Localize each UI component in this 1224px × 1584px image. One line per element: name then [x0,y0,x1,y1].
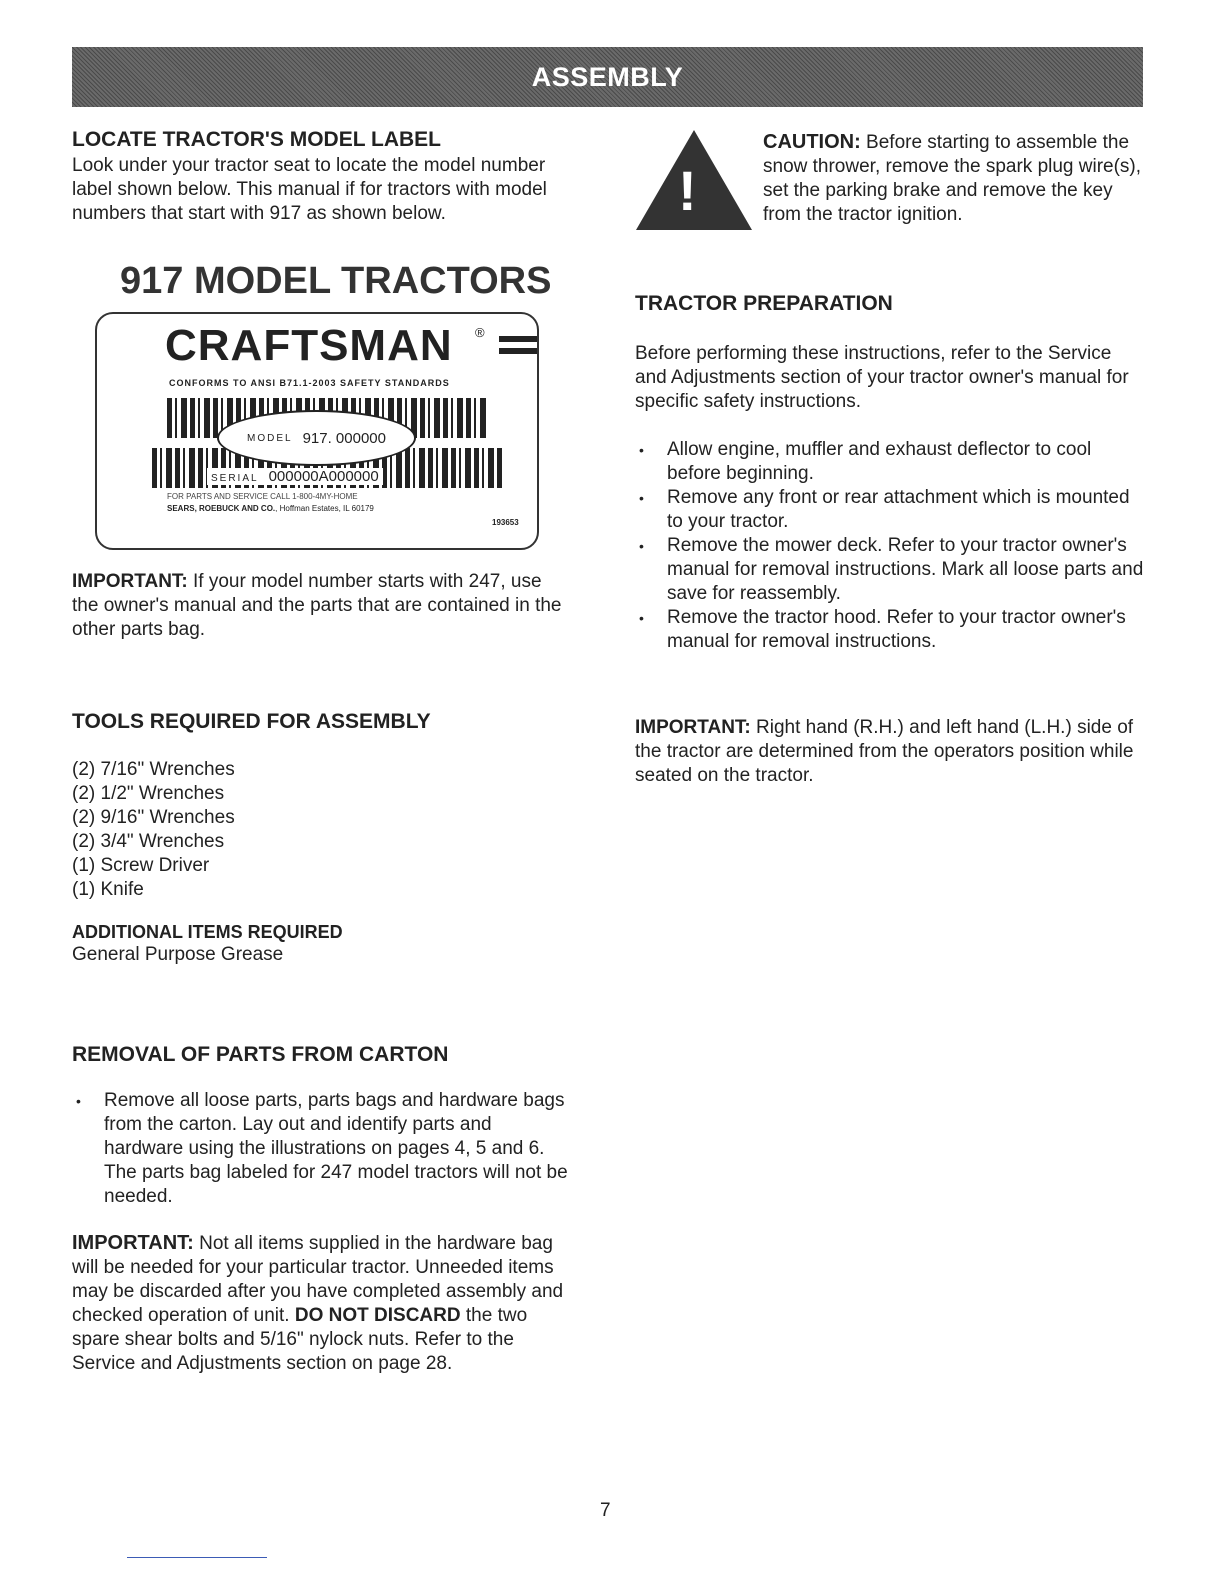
list-item: (2) 1/2" Wrenches [72,783,225,804]
section-banner [72,47,1143,107]
tools-section [72,710,572,967]
do-not-discard: DO NOT DISCARD [294,1305,461,1326]
list-item: (1) Knife [72,879,144,900]
locate-section [72,128,572,226]
important-247 [72,570,572,642]
prep-list [635,438,1145,654]
model-label-illustration [95,312,539,550]
service-call: FOR PARTS AND SERVICE CALL 1-800-4MY-HOME [167,492,358,501]
serial-label: SERIAL [211,473,259,484]
removal-section [72,1043,572,1376]
caution-label: CAUTION: [763,131,861,153]
important-text: Right hand (R.H.) and left hand (L.H.) side of the tractor are determined from the operators position while seated on the tractor. [635,717,1134,786]
model-value: 917. 000000 [302,429,386,447]
model-label: MODEL [247,432,293,444]
removal-heading: REMOVAL OF PARTS FROM CARTON [72,1043,449,1066]
locate-body: Look under your tractor seat to locate the model number label shown below. This manual if for tractors with model numbers that start with 917 as shown below. [72,155,547,224]
conforms-text: CONFORMS TO ANSI B71.1-2003 SAFETY STANDARDS [169,378,450,388]
prep-heading: TRACTOR PREPARATION [635,292,893,315]
tools-list [72,758,572,902]
additional-heading: ADDITIONAL ITEMS REQUIRED [72,922,343,942]
registered-mark: ® [475,325,485,340]
caution-text [763,130,1143,227]
list-item: • Allow engine, muffler and exhaust deflector to cool before beginning. [635,438,1145,486]
caution-body: Before starting to assemble the snow thrower, remove the spark plug wire(s), set the parking brake and remove the key from the tractor ignition. [763,132,1142,225]
serial-value: 000000A000000 [268,468,379,485]
additional-text: General Purpose Grease [72,944,284,965]
footer-line [127,1557,267,1558]
list-item: (2) 7/16" Wrenches [72,759,235,780]
list-item: • Remove any front or rear attachment which is mounted to your tractor. [635,486,1145,534]
important-label: IMPORTANT: [635,717,751,738]
important-hardware [72,1231,572,1376]
prep-intro: Before performing these instructions, refer to the Service and Adjustments section of your tractor owner's manual for specific safety instructions. [635,343,1129,412]
label-code: 193653 [492,518,519,527]
sears-name: SEARS, ROEBUCK AND CO. [167,504,276,513]
list-item: • Remove the mower deck. Refer to your tractor owner's manual for removal instructions. Mark all loose parts and save for reassembly. [635,534,1145,606]
important-label: IMPORTANT: [72,1232,194,1254]
list-item: (2) 3/4" Wrenches [72,831,225,852]
page-number: 7 [600,1500,611,1521]
important-label: IMPORTANT: [72,571,188,592]
tools-heading: TOOLS REQUIRED FOR ASSEMBLY [72,710,431,733]
important-text: If your model number starts with 247, use the owner's manual and the parts that are contained in the other parts bag. [72,571,562,640]
tractor-prep-section [635,292,1145,654]
model-oval [217,410,416,466]
sears-line [167,504,374,513]
exclamation-icon: ! [678,159,697,222]
brand-logo: CRAFTSMAN [165,321,453,370]
list-item: (1) Screw Driver [72,855,210,876]
important-text: Not all items supplied in the hardware bag will be needed for your particular tractor. Unneeded items may be discarded after you have completed assembly and checked operation of unit. [72,1233,564,1326]
serial-row [207,468,383,485]
sears-address: , Hoffman Estates, IL 60179 [275,504,374,513]
list-item: (2) 9/16" Wrenches [72,807,235,828]
logo-stripe [499,336,537,342]
important-sides [635,716,1145,788]
list-item: • Remove all loose parts, parts bags and hardware bags from the carton. Lay out and identify parts and hardware using the illustrations on pages 4, 5 and 6. The parts bag labeled for 247 model tractors will not be needed. [72,1089,572,1209]
list-item: • Remove the tractor hood. Refer to your tractor owner's manual for removal instructions. [635,606,1145,654]
important-text: the two spare shear bolts and 5/16" nylock nuts. Refer to the Service and Adjustments section on page 28. [72,1305,528,1374]
model-heading: 917 MODEL TRACTORS [120,260,552,302]
locate-heading: LOCATE TRACTOR'S MODEL LABEL [72,128,441,151]
removal-list [72,1089,572,1209]
logo-stripe [499,348,537,354]
banner-title: ASSEMBLY [531,61,684,92]
